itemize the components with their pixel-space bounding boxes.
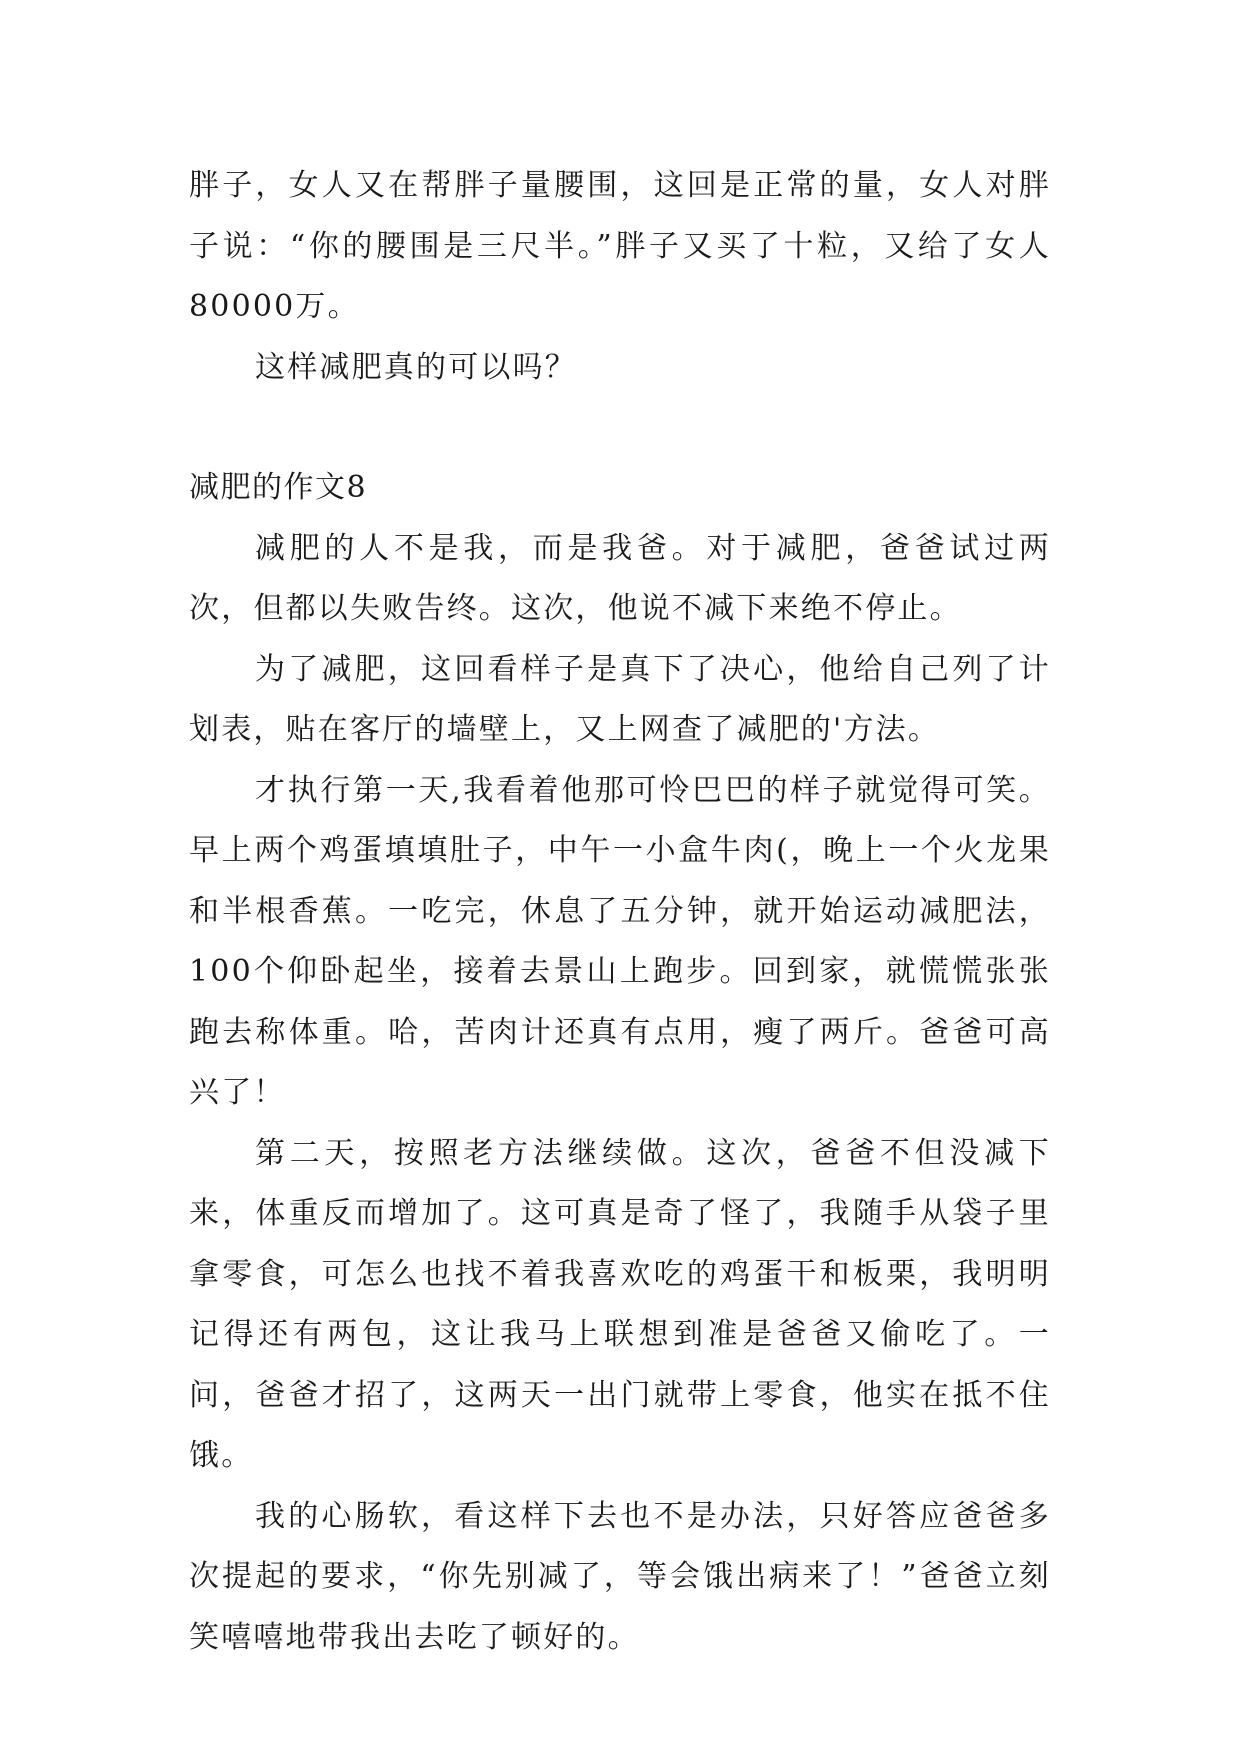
section-title: 减肥的作文8 bbox=[189, 470, 368, 505]
paragraph-question: 这样减肥真的可以吗？ bbox=[255, 349, 577, 385]
paragraph: 我的心肠软，看这样下去也不是办法，只好答应爸爸多次提起的要求，“你先别减了，等会饿出病来了！”爸爸立刻笑嘻嘻地带我出去吃了顿好的。 bbox=[189, 1498, 1051, 1655]
section-spacer bbox=[189, 398, 1051, 458]
paragraph: 为了减肥，这回看样子是真下了决心，他给自己列了计划表，贴在客厅的墙壁上，又上网查了减肥的'方法。 bbox=[189, 651, 1051, 747]
paragraph: 减肥的人不是我，而是我爸。对于减肥，爸爸试过两次，但都以失败告终。这次，他说不减下来绝不停止。 bbox=[189, 530, 1051, 626]
paragraph: 才执行第一天,我看着他那可怜巴巴的样子就觉得可笑。早上两个鸡蛋填填肚子，中午一小盒牛肉(，晚上一个火龙果和半根香蕉。一吃完，休息了五分钟，就开始运动减肥法，100个仰卧起坐，接着去景山上跑步。回到家，就慌慌张张跑去称体重。哈，苦肉计还真有点用，瘦了两斤。爸爸可高兴了！ bbox=[189, 772, 1051, 1110]
paragraph: 第二天，按照老方法继续做。这次，爸爸不但没减下来，体重反而增加了。这可真是奇了怪了，我随手从袋子里拿零食，可怎么也找不着我喜欢吃的鸡蛋干和板栗，我明明记得还有两包，这让我马上联想到准是爸爸又偷吃了。一问，爸爸才招了，这两天一出门就带上零食，他实在抵不住饿。 bbox=[189, 1135, 1051, 1473]
paragraph-continuation: 胖子，女人又在帮胖子量腰围，这回是正常的量，女人对胖子说：“你的腰围是三尺半。”胖子又买了十粒，又给了女人80000万。 bbox=[189, 168, 1051, 324]
document-body bbox=[189, 156, 1051, 1668]
